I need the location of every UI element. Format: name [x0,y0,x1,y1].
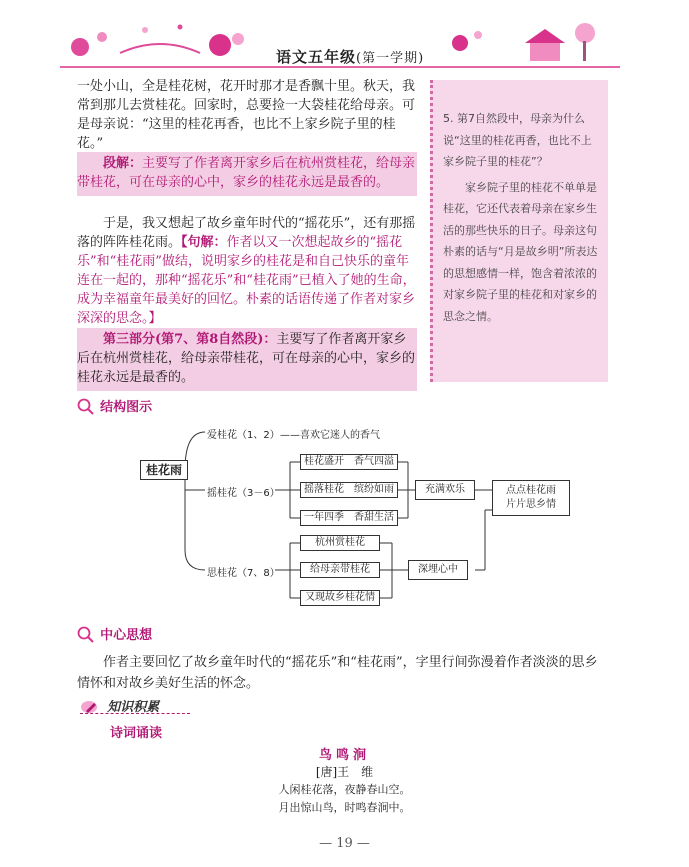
side-question-panel [430,80,608,382]
sentence-analysis-label: 【句解： [181,235,227,250]
knowledge-title: 知识积累 [107,700,160,715]
part3-label: 第三部分(第7、第8自然段)： [103,332,277,347]
diagram-branch-2-result: 充满欢乐 [415,480,475,500]
diagram-branch-3-result: 深埋心中 [408,560,468,580]
central-idea-text: 作者主要回忆了故乡童年时代的“摇花乐”和“桂花雨”，字里行间弥漫着作者淡淡的思乡情怀和对故乡美好生活的怀念。 [77,655,598,691]
poem-section-title: 诗词诵读 [110,726,163,741]
knowledge-heading [80,696,159,715]
structure-diagram [130,420,610,620]
magnifier-icon [77,398,95,416]
part3-summary [77,328,417,391]
diagram-branch-2: 摇桂花（3－6） [207,488,280,499]
analysis-text: 主要写了作者离开家乡后在杭州赏桂花，给母亲带桂花，可在母亲的心中，家乡的桂花永远是最香的。 [77,156,416,190]
poem-line-1: 人闲桂花落，夜静春山空。 [278,783,411,796]
structure-title: 结构图示 [100,400,153,415]
diagram-branch-2-item: 一年四季 香甜生活 [300,510,398,526]
magnifier-icon [77,626,95,644]
book-title [276,46,424,67]
diagram-branch-1: 爱桂花（1、2） [207,430,280,441]
diagram-branch-2-item: 桂花盛开 香气四溢 [300,454,398,470]
diagram-final: 点点桂花雨 片片思乡情 [492,480,570,516]
sentence-analysis-text: 作者以又一次想起故乡的“摇花乐”和“桂花雨”做结，说明家乡的桂花是和自己快乐的童年连在一起的，那种“摇花乐”和“桂花雨”已植入了她的生命，成为幸福童年最美好的回忆。朴素的话语传递了作者对家乡深深的思念。】 [77,235,416,326]
diagram-branch-3: 思桂花（7、8） [207,568,280,579]
side-answer: 家乡院子里的桂花不单单是桂花，它还代表着母亲在家乡生活的那些快乐的日子。母亲这句朴素的话与“月是故乡明”所表达的思想感情一样，饱含着浓浓的对家乡院子里的桂花和对家乡的思念之情。 [443,180,598,323]
central-heading [77,624,152,644]
structure-heading [77,396,152,416]
part3-text: 主要写了作者离开家乡后在杭州赏桂花，给母亲带桂花，可在母亲的心中，家乡的桂花永远是最香的。 [77,332,416,385]
book-title-term: (第一学期) [356,51,425,66]
diagram-branch-3-item: 杭州赏桂花 [300,535,380,551]
page-number: — 19 — [319,836,370,851]
diagram-branch-3-item: 又现故乡桂花情 [300,590,380,606]
diagram-branch-2-item: 摇落桂花 缤纷如雨 [300,482,398,498]
side-question: 5. 第7自然段中，母亲为什么说“这里的桂花再香，也比不上家乡院子里的桂花”？ [443,112,592,168]
book-title-main: 语文五年级 [276,48,357,66]
paragraph-1: 一处小山，全是桂花树，花开时那才是香飘十里。秋天，我常到那儿去赏桂花。回家时，总要捡一大袋桂花给母亲。可是母亲说：“这里的桂花再香，也比不上家乡院子里的桂花。” [77,79,416,151]
poem-title: 鸟鸣涧 [318,748,370,763]
analysis-label: 段解： [103,156,143,171]
diagram-root: 桂花雨 [140,460,188,480]
diagram-branch-1-note: ——喜欢它迷人的香气 [280,430,380,441]
diagram-branch-3-item: 给母亲带桂花 [300,562,380,578]
knowledge-underline [80,713,190,714]
central-title: 中心思想 [100,628,153,643]
paragraph-analysis-1 [77,152,417,196]
poem-line-2: 月出惊山鸟，时鸣春涧中。 [278,801,411,814]
paragraph-2-text: 于是，我又想起了故乡童年时代的“摇花乐”，还有那摇落的阵阵桂花雨。 [77,216,416,250]
paragraph-2 [77,214,417,328]
poem-author: [唐]王 维 [315,765,374,779]
